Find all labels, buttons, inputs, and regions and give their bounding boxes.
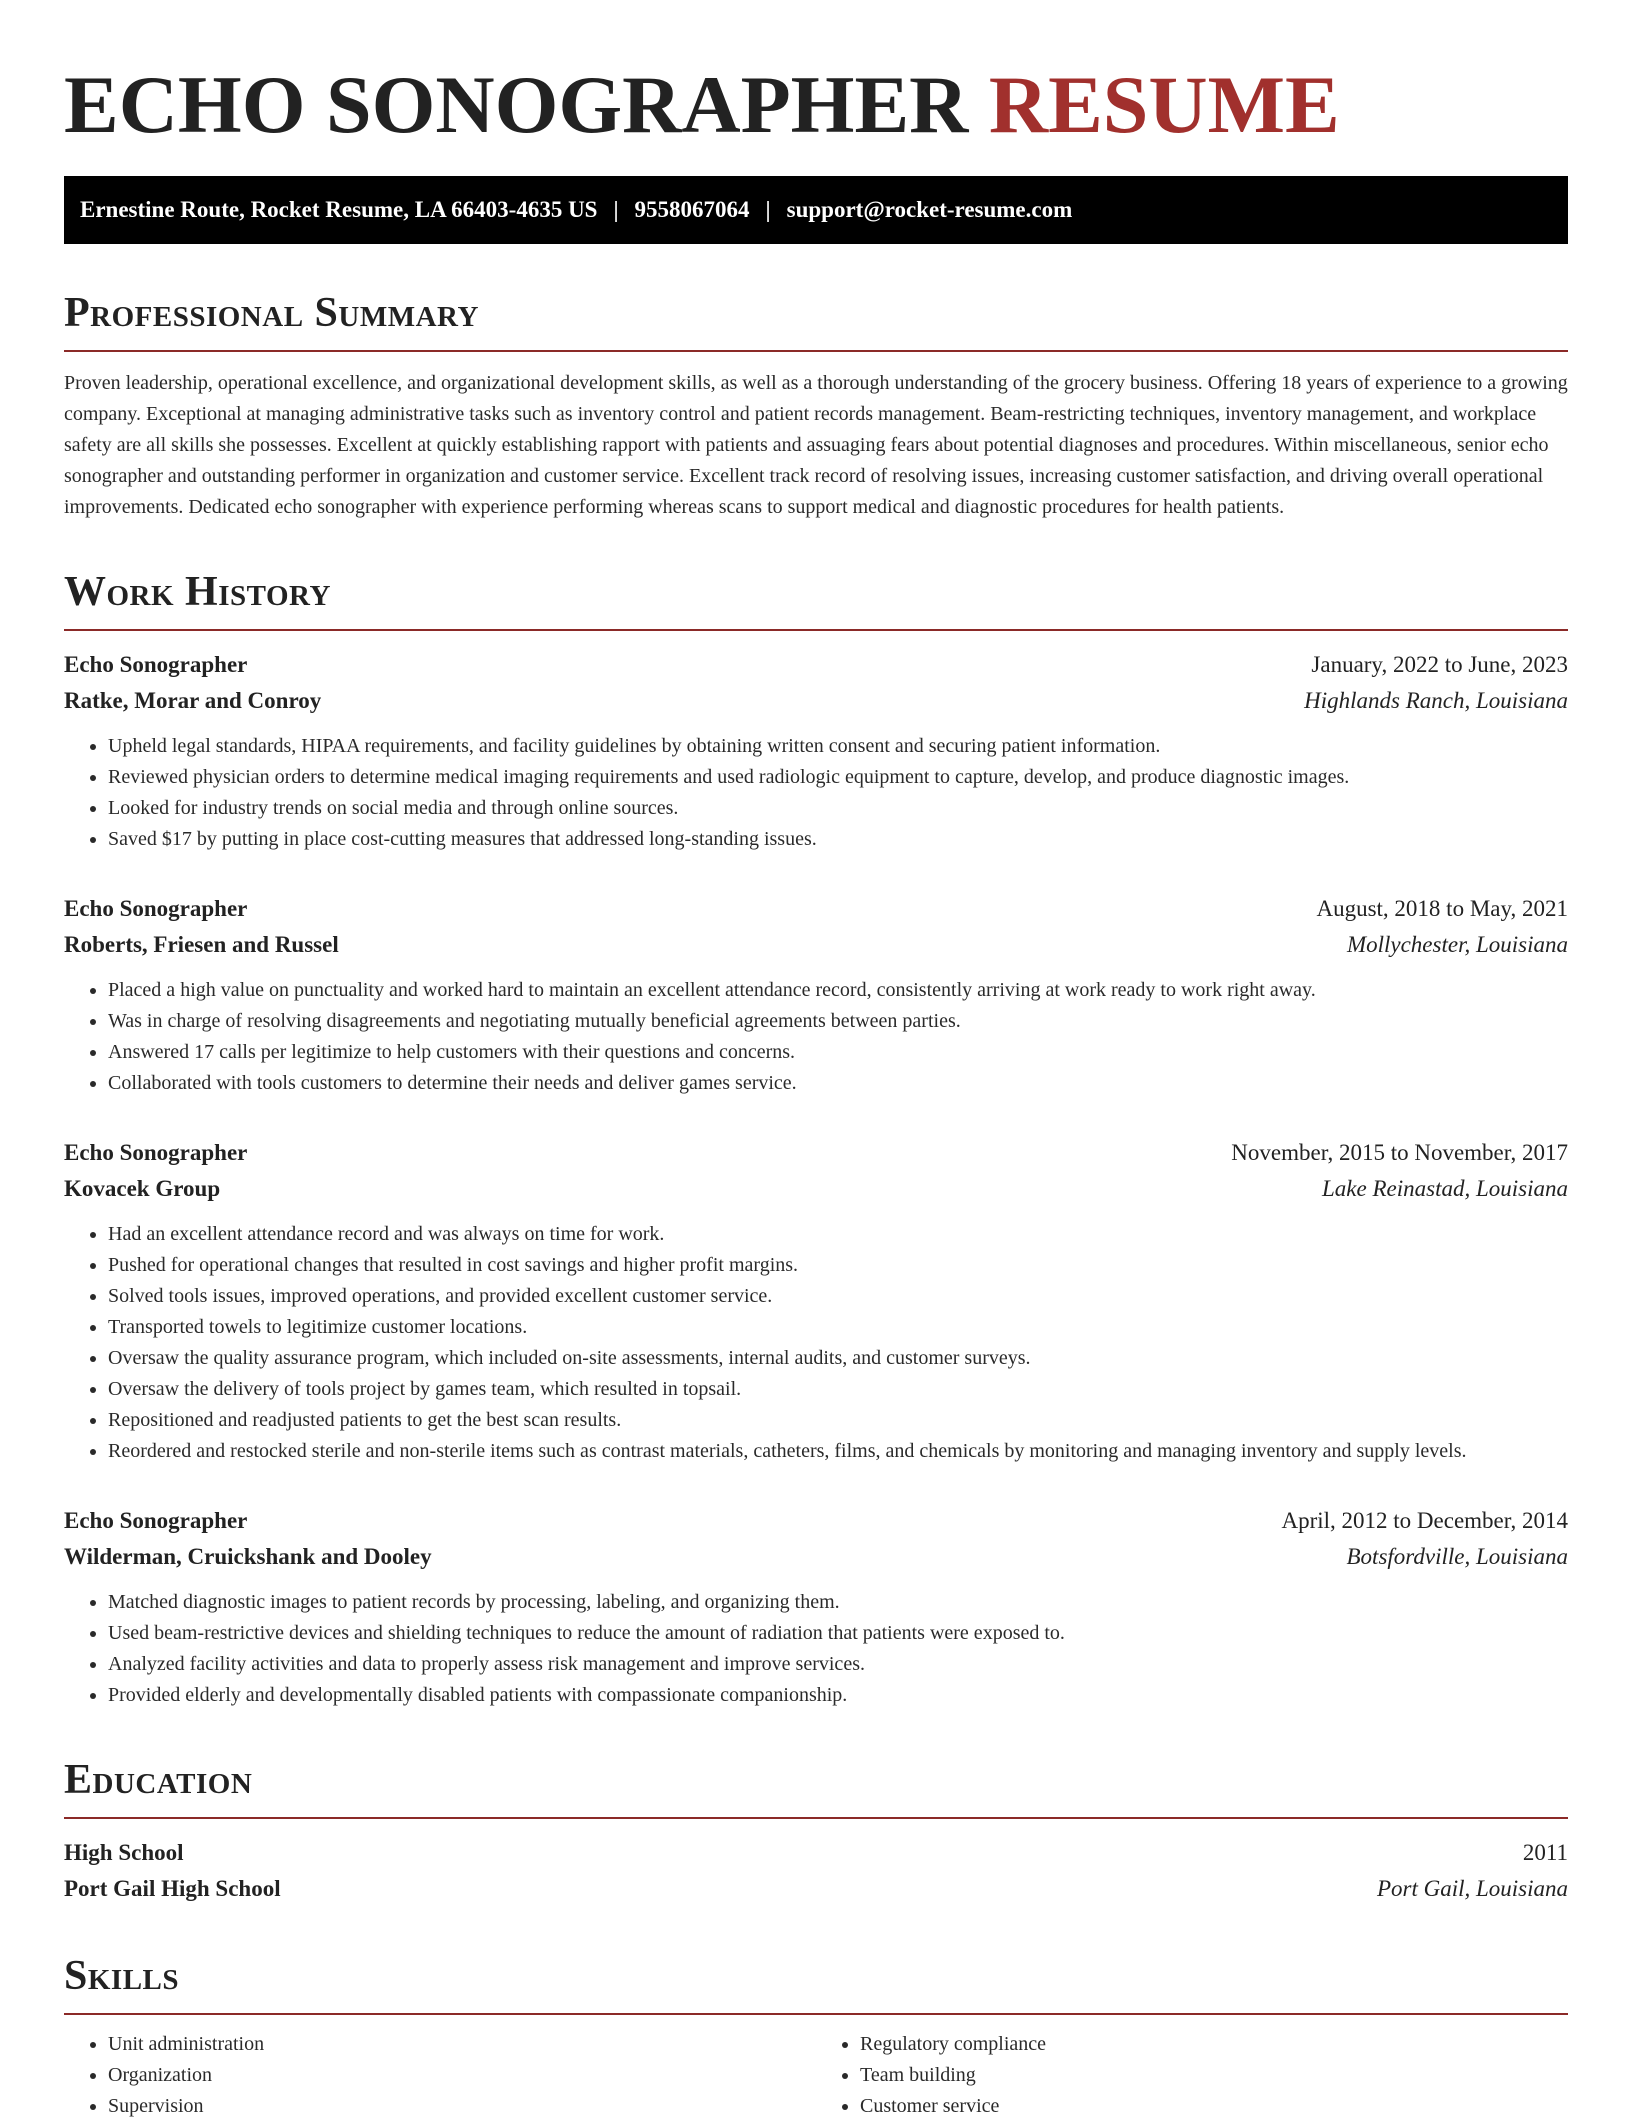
job-dates: January, 2022 to June, 2023 [1311,652,1568,677]
education-degree: High School [64,1840,184,1865]
section-divider [64,1817,1568,1819]
title-accent: RESUME [988,59,1340,150]
job-entry [64,1503,1568,1711]
job-bullet: • Had an excellent attendance record and was always on time for work. [108,1219,1568,1250]
job-dates: April, 2012 to December, 2014 [1281,1508,1568,1533]
contact-separator: | [613,197,619,222]
job-bullet: • Reviewed physician orders to determine medical imaging requirements and used radiologic equipment to capture, develop, and produce diagnostic images. [108,762,1568,793]
job-bullets [64,731,1568,855]
education-row [64,1835,1568,1871]
contact-email[interactable]: support@rocket-resume.com [786,197,1073,222]
job-header-row [64,1503,1568,1539]
summary-text: Proven leadership, operational excellence, and organizational development skills, as well as a thorough understanding of the grocery business. Offering 18 years of experience to a growing company. Exceptional at managing administrative tasks such as inventory control and patient records management. Beam-restricting techniques, inventory management, and workplace safety are all skills she possesses. Excellent at quickly establishing rapport with patients and assuaging fears about potential diagnoses and procedures. Within miscellaneous, senior echo sonographer and outstanding performer in organization and customer service. Excellent track record of resolving issues, increasing customer satisfaction, and driving overall operational improvements. Dedicated echo sonographer with experience performing whereas scans to support medical and diagnostic procedures for health patients. [64,372,1568,518]
job-company-row [64,927,1568,963]
education-row [64,1871,1568,1907]
job-location: Lake Reinastad, Louisiana [1322,1176,1568,1201]
work-history-heading: Work History [64,569,331,615]
job-entry [64,891,1568,1099]
job-header-row [64,1135,1568,1171]
job-company: Roberts, Friesen and Russel [64,932,339,957]
job-location: Highlands Ranch, Louisiana [1304,688,1568,713]
job-bullet: • Analyzed facility activities and data to properly assess risk management and improve services. [108,1649,1568,1680]
education-location: Port Gail, Louisiana [1376,1876,1568,1901]
job-header-row [64,891,1568,927]
job-role: Echo Sonographer [64,896,248,921]
education-school: Port Gail High School [64,1876,281,1901]
job-bullet: • Collaborated with tools customers to determine their needs and deliver games service. [108,1068,1568,1099]
job-company: Kovacek Group [64,1176,221,1201]
job-company-row [64,1171,1568,1207]
job-role: Echo Sonographer [64,1508,248,1533]
job-bullet: • Upheld legal standards, HIPAA requirements, and facility guidelines by obtaining written consent and securing patient information. [108,731,1568,762]
job-dates: November, 2015 to November, 2017 [1231,1140,1568,1165]
job-bullet: • Placed a high value on punctuality and worked hard to maintain an excellent attendance record, consistently arriving at work ready to work right away. [108,975,1568,1006]
contact-phone: 9558067064 [634,197,750,222]
job-bullets [64,1587,1568,1711]
job-company-row [64,1539,1568,1575]
job-company: Wilderman, Cruickshank and Dooley [64,1544,432,1569]
contact-address: Ernestine Route, Rocket Resume, LA 66403-4635 US [80,197,598,222]
job-bullet: • Oversaw the delivery of tools project by games team, which resulted in topsail. [108,1374,1568,1405]
job-bullet: • Repositioned and readjusted patients to get the best scan results. [108,1405,1568,1436]
job-entry [64,1135,1568,1467]
section-divider [64,629,1568,631]
skills-column-right [816,2029,1568,2122]
skill-item: • Unit administration [108,2029,816,2060]
job-bullet: • Matched diagnostic images to patient records by processing, labeling, and organizing them. [108,1587,1568,1618]
job-bullets [64,975,1568,1099]
job-company: Ratke, Morar and Conroy [64,688,322,713]
job-location: Mollychester, Louisiana [1346,932,1568,957]
section-divider [64,2013,1568,2015]
skills-heading: Skills [64,1953,180,1999]
job-role: Echo Sonographer [64,1140,248,1165]
skills-grid [64,2029,1568,2122]
job-bullet: • Provided elderly and developmentally disabled patients with compassionate companionship. [108,1680,1568,1711]
job-role: Echo Sonographer [64,652,248,677]
job-bullet: • Answered 17 calls per legitimize to help customers with their questions and concerns. [108,1037,1568,1068]
contact-bar [64,176,1568,244]
skill-item: • Organization [108,2060,816,2091]
job-header-row [64,647,1568,683]
skills-column-left [64,2029,816,2122]
job-entry [64,647,1568,855]
resume-title [64,59,1568,150]
contact-separator: | [765,197,771,222]
education-year: 2011 [1522,1840,1568,1865]
job-bullet: • Pushed for operational changes that resulted in cost savings and higher profit margins. [108,1250,1568,1281]
job-company-row [64,683,1568,719]
job-location: Botsfordville, Louisiana [1346,1544,1568,1569]
job-bullet: • Was in charge of resolving disagreements and negotiating mutually beneficial agreements between parties. [108,1006,1568,1037]
job-bullet: • Transported towels to legitimize customer locations. [108,1312,1568,1343]
job-bullet: • Used beam-restrictive devices and shielding techniques to reduce the amount of radiation that patients were exposed to. [108,1618,1568,1649]
job-bullet: • Solved tools issues, improved operations, and provided excellent customer service. [108,1281,1568,1312]
summary-heading: Professional Summary [64,290,479,336]
job-bullet: • Oversaw the quality assurance program, which included on-site assessments, internal audits, and customer surveys. [108,1343,1568,1374]
job-bullet: • Looked for industry trends on social media and through online sources. [108,793,1568,824]
skill-item: • Regulatory compliance [860,2029,1568,2060]
education-entry [64,1835,1568,1907]
job-bullets [64,1219,1568,1467]
job-bullet: • Reordered and restocked sterile and non-sterile items such as contrast materials, catheters, films, and chemicals by monitoring and managing inventory and supply levels. [108,1436,1568,1467]
job-dates: August, 2018 to May, 2021 [1316,896,1568,921]
skill-item: • Customer service [860,2091,1568,2122]
skill-item: • Supervision [108,2091,816,2122]
work-history-list [64,647,1568,1711]
skill-item: • Team building [860,2060,1568,2091]
section-divider [64,350,1568,352]
title-main: ECHO SONOGRAPHER [64,59,969,150]
job-bullet: • Saved $17 by putting in place cost-cutting measures that addressed long-standing issues. [108,824,1568,855]
education-heading: Education [64,1757,253,1803]
